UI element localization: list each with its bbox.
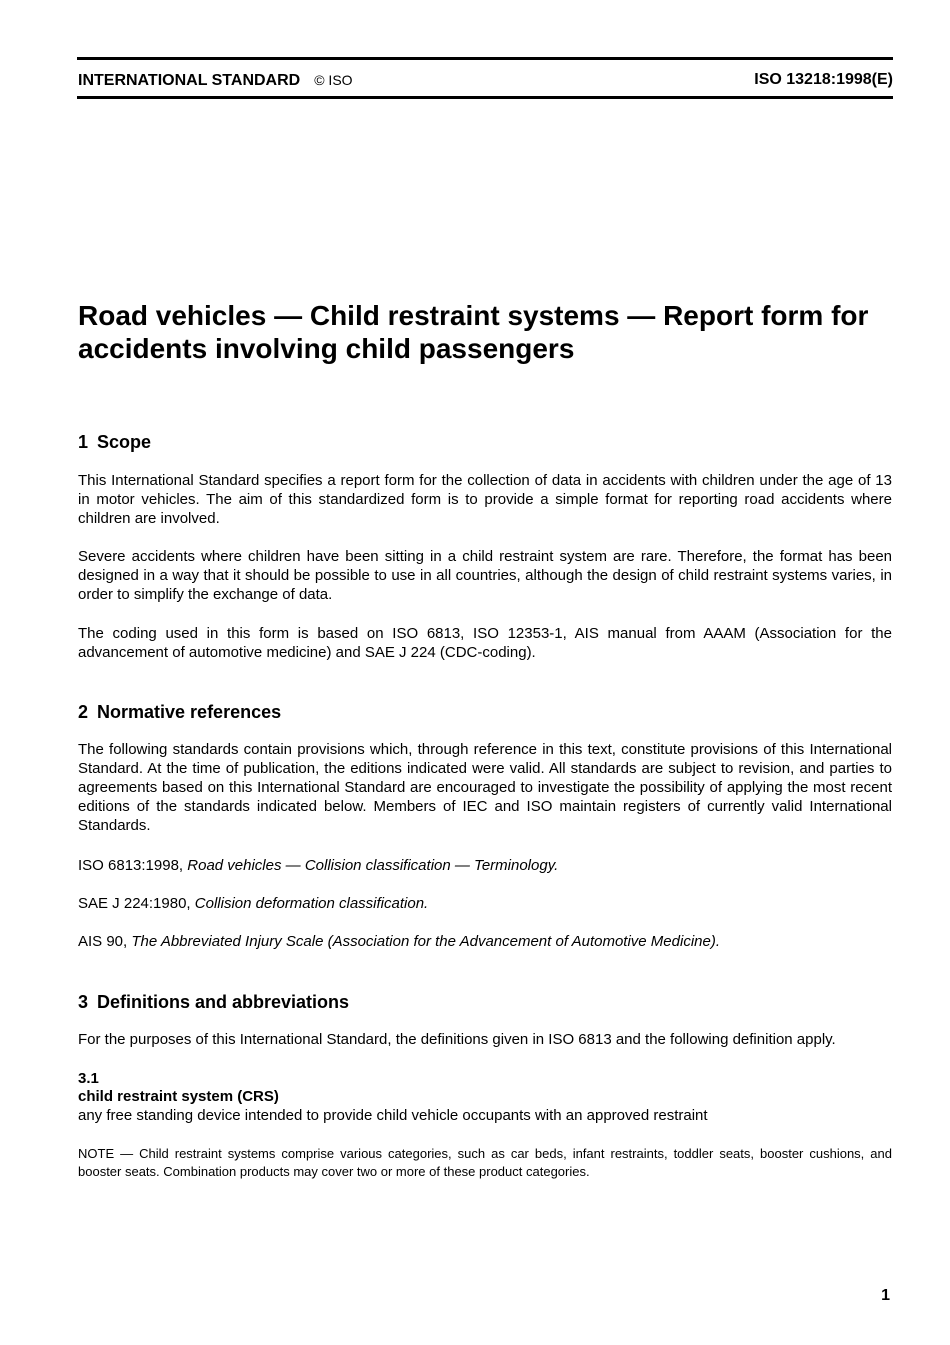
reference-item xyxy=(78,894,892,913)
section-title: Normative references xyxy=(97,702,282,722)
reference-code: AIS 90, xyxy=(78,933,128,950)
header-left xyxy=(78,70,353,91)
section-title: Definitions and abbreviations xyxy=(97,992,350,1012)
reference-code: SAE J 224:1980, xyxy=(78,895,191,912)
section-heading-definitions xyxy=(78,991,892,1013)
scope-paragraph-2: Severe accidents where children have been sitting in a child restraint system are rare. Therefore, the format has been designed in a way that it should be possible to use in all countries, although the design of child restraint systems varies, in order to simplify the exchange of data. xyxy=(78,548,892,603)
document-title xyxy=(78,299,892,365)
section-number: 2 xyxy=(78,702,89,722)
header-standard-label: INTERNATIONAL STANDARD xyxy=(78,72,301,89)
header-top-rule xyxy=(77,57,893,60)
definition-note: NOTE — Child restraint systems comprise various categories, such as car beds, infant restraints, toddler seats, booster cushions, and booster seats. Combination products may cover two or more of these product categories. xyxy=(78,1146,892,1179)
title-line-2: accidents involving child passengers xyxy=(78,333,575,364)
term-definition: any free standing device intended to provide child vehicle occupants with an approved restraint xyxy=(78,1107,708,1124)
header-bottom-rule xyxy=(77,96,893,99)
section-title: Scope xyxy=(97,432,152,452)
section-heading-scope xyxy=(78,431,892,453)
scope-paragraph-3: The coding used in this form is based on ISO 6813, ISO 12353-1, AIS manual from AAAM (Association for the advancement of automotive medicine) and SAE J 224 (CDC-coding). xyxy=(78,625,892,661)
page-number: 1 xyxy=(881,1287,890,1304)
scope-paragraph-1: This International Standard specifies a report form for the collection of data in accidents with children under the age of 13 in motor vehicles. The aim of this standardized form is to provide a simple format for reporting road accidents where children are involved. xyxy=(78,472,892,527)
header-doc-id: ISO 13218:1998(E) xyxy=(754,71,893,88)
reference-title: The Abbreviated Injury Scale (Association for the Advancement of Automotive Medicine). xyxy=(131,933,721,950)
reference-code: ISO 6813:1998, xyxy=(78,857,184,874)
section-heading-normative-references xyxy=(78,701,892,723)
term-name: child restraint system (CRS) xyxy=(78,1088,279,1105)
reference-item xyxy=(78,856,892,875)
reference-title: Road vehicles — Collision classification — Terminology. xyxy=(187,857,559,874)
reference-item xyxy=(78,932,892,951)
term-number: 3.1 xyxy=(78,1070,99,1087)
section-number: 3 xyxy=(78,992,89,1012)
normative-intro: The following standards contain provisions which, through reference in this text, constitute provisions of this International Standard. At the time of publication, the editions indicated were valid. All standards are subject to revision, and parties to agreements based on this International Standard are encouraged to investigate the possibility of applying the most recent editions of the standards indicated below. Members of IEC and ISO maintain registers of currently valid International Standards. xyxy=(78,741,892,834)
reference-title: Collision deformation classification. xyxy=(194,895,429,912)
header-copyright: © ISO xyxy=(314,72,353,88)
section-number: 1 xyxy=(78,432,89,452)
title-line-1: Road vehicles — Child restraint systems — Report form for xyxy=(78,300,869,331)
definitions-intro: For the purposes of this International Standard, the definitions given in ISO 6813 and the following definition apply. xyxy=(78,1031,836,1048)
